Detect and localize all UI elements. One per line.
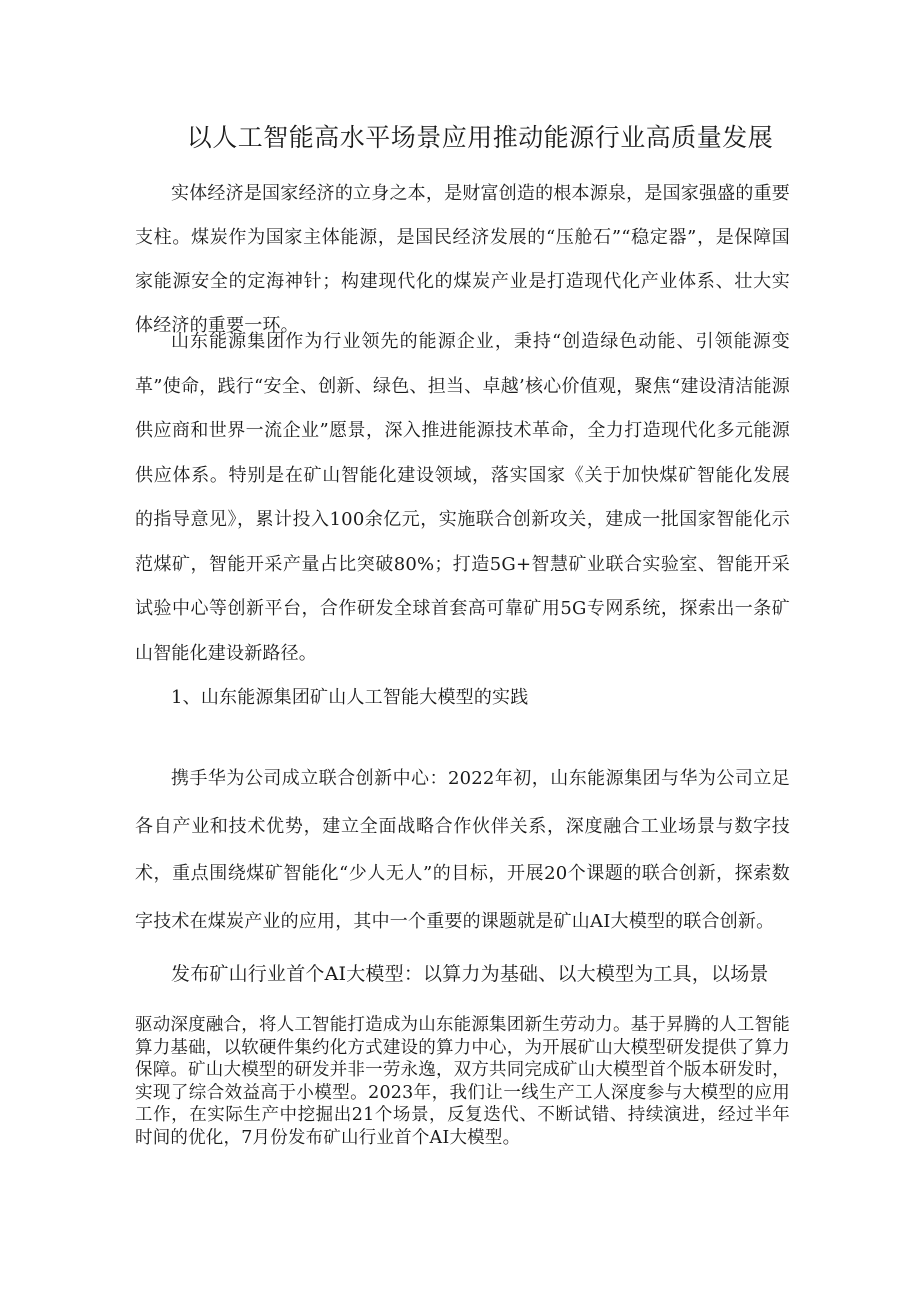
paragraph-intro: 实体经济是国家经济的立身之本，是财富创造的根本源泉，是国家强盛的重要支柱。煤炭作为国家主体能源，是国民经济发展的“压舱石”“稳定器”，是保障国家能源安全的定海神针；构建现代化的煤炭产业是打造现代化产业体系、壮大实体经济的重要一环。 [135, 183, 790, 336]
paragraph-huawei: 携手华为公司成立联合创新中心：2022年初，山东能源集团与华为公司立足各自产业和技术优势，建立全面战略合作伙伴关系，深度融合工业场景与数字技术，重点围绕煤矿智能化“少人无人”的目标，开展20个课题的联合创新，探索数字技术在煤炭产业的应用，其中一个重要的课题就是矿山AI大模型的联合创新。 [135, 768, 790, 932]
section-heading: 1、山东能源集团矿山人工智能大模型的实践 [171, 687, 529, 708]
paragraph-release-body: 驱动深度融合，将人工智能打造成为山东能源集团新生劳动力。基于昇腾的人工智能算力基础，以软硬件集约化方式建设的算力中心，为开展矿山大模型研发提供了算力保障。矿山大模型的研发并非一劳永逸，双方共同完成矿山大模型首个版本研发时，实现了综合效益高于小模型。2023年，我们让一线生产工人深度参与大模型的应用工作，在实际生产中挖掘出21个场景，反复迭代、不断试错、持续演进，经过半年时间的优化，7月份发布矿山行业首个AI大模型。 [135, 1015, 790, 1148]
paragraph-company: 山东能源集团作为行业领先的能源企业，秉持“创造绿色动能、引领能源变革”使命，践行“安全、创新、绿色、担当、卓越’核心价值观，聚焦“建设清洁能源供应商和世界一流企业”愿景，深入推进能源技术革命，全力打造现代化多元能源供应体系。特别是在矿山智能化建设领域，落实国家《关于加快煤矿智能化发展的指导意见》，累计投入100余亿元，实施联合创新攻关，建成一批国家智能化示范煤矿，智能开采产量占比突破80%；打造5G+智慧矿业联合实验室、智能开采试验中心等创新平台，合作研发全球首套高可靠矿用5G专网系统，探索出一条矿山智能化建设新路径。 [135, 331, 790, 664]
document-title: 以人工智能高水平场景应用推动能源行业高质量发展 [186, 123, 774, 152]
paragraph-release-lead: 发布矿山行业首个AI大模型：以算力为基础、以大模型为工具，以场景 [171, 963, 769, 985]
